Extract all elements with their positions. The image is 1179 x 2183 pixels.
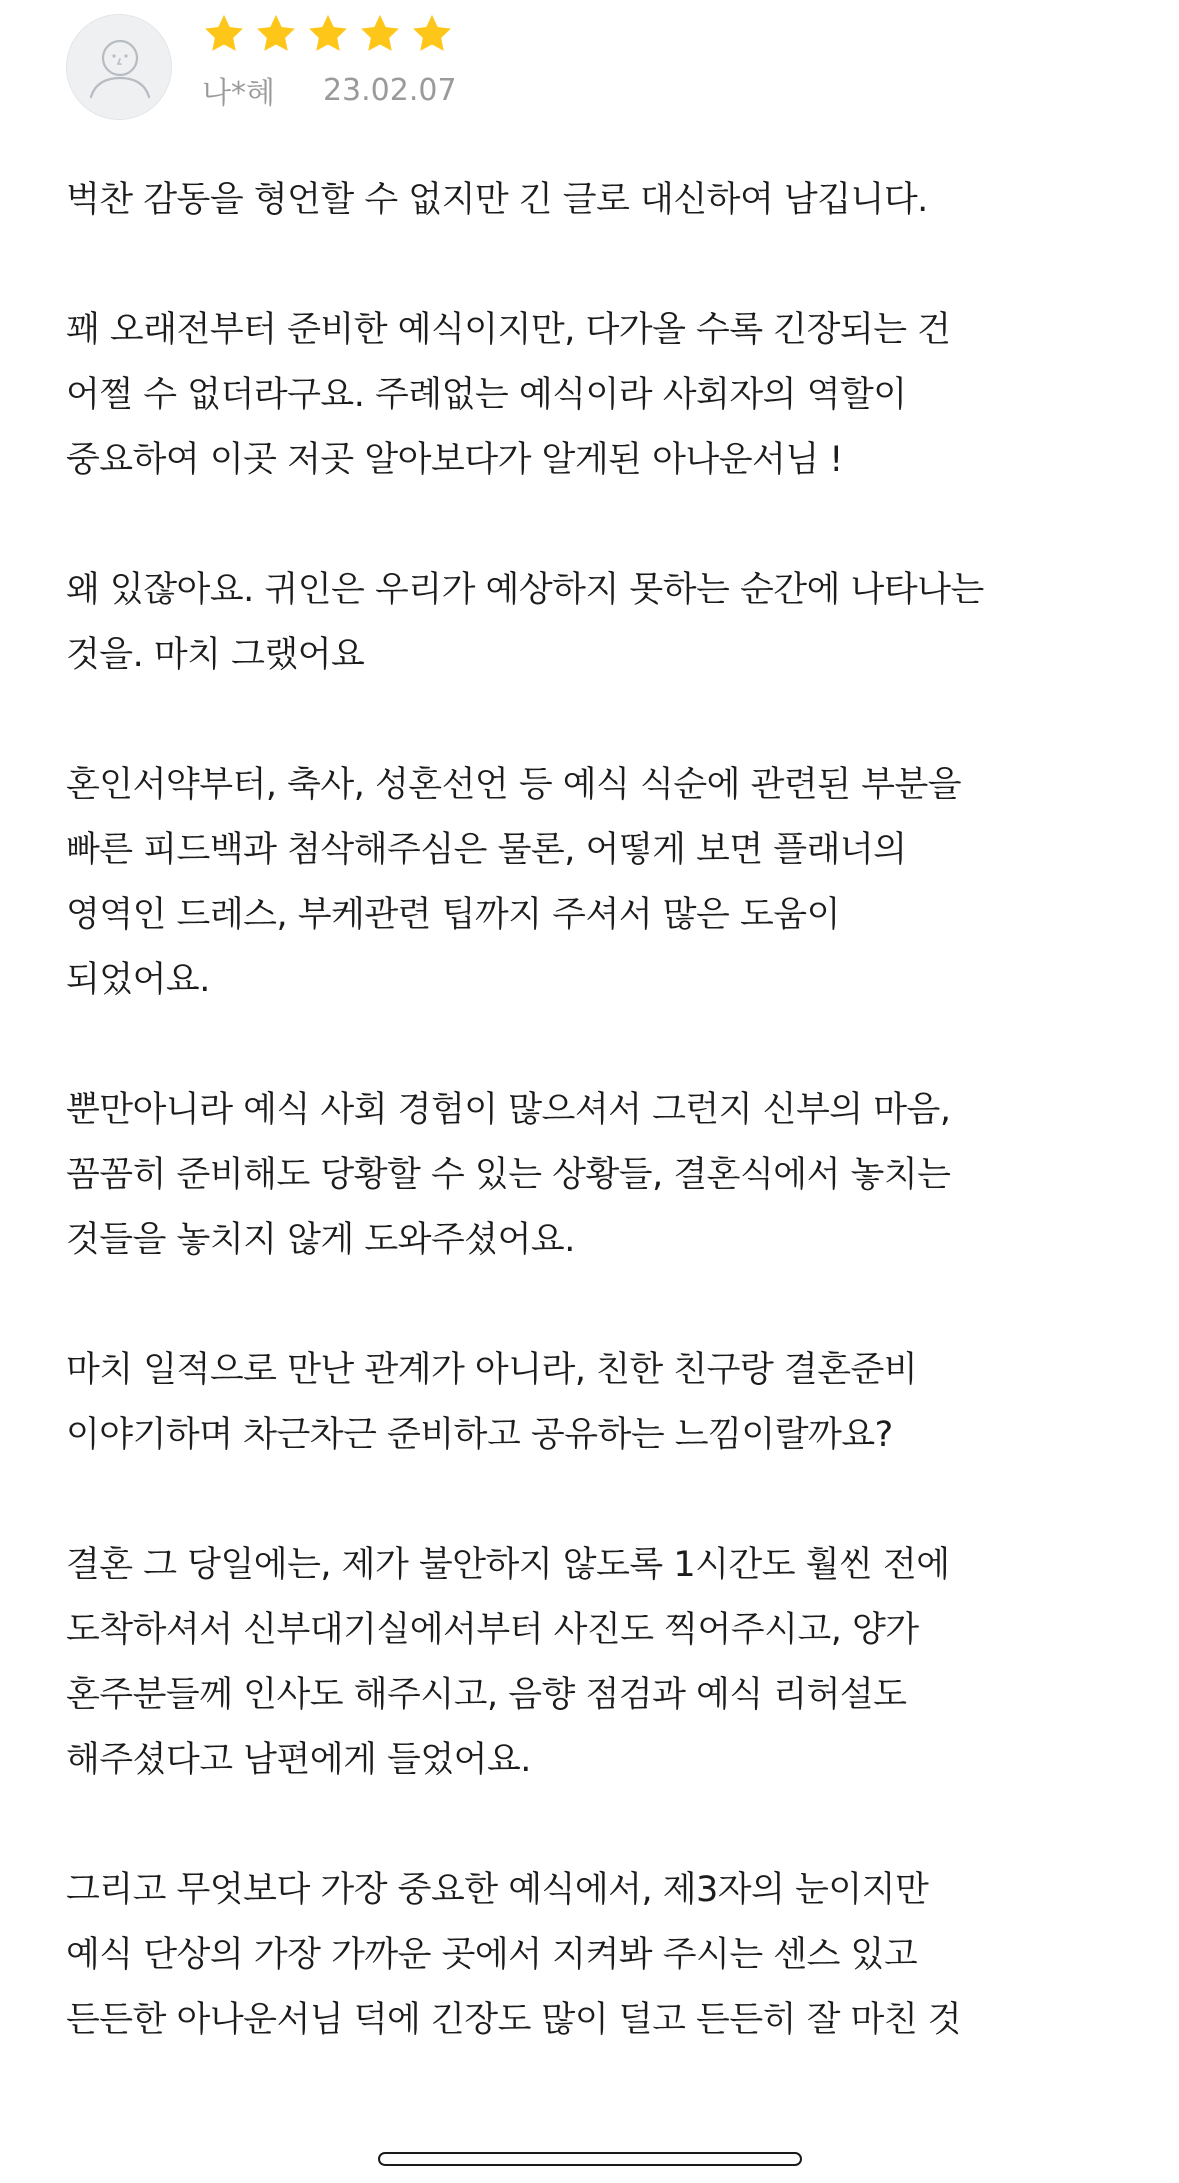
review-text-line: 벅찬 감동을 형언할 수 없지만 긴 글로 대신하여 남깁니다. <box>66 180 928 220</box>
review-text-line: 뿐만아니라 예식 사회 경험이 많으셔서 그런지 신부의 마음, <box>66 1090 951 1130</box>
user-avatar-icon <box>66 14 172 120</box>
review-paragraph <box>66 1858 1126 2053</box>
review-paragraph <box>66 1338 1126 1468</box>
review-paragraph <box>66 1078 1126 1273</box>
star-icon <box>410 12 454 56</box>
review-text-line: 것들을 놓치지 않게 도와주셨어요. <box>66 1220 575 1260</box>
review-paragraph <box>66 1533 1126 1793</box>
review-text-line: 마치 일적으로 만난 관계가 아니라, 친한 친구랑 결혼준비 <box>66 1350 918 1390</box>
review-text-line: 든든한 아나운서님 덕에 긴장도 많이 덜고 든든히 잘 마친 것 <box>66 2000 962 2040</box>
review-text-line: 왜 있잖아요. 귀인은 우리가 예상하지 못하는 순간에 나타나는 <box>66 570 984 610</box>
review-text-line: 이야기하며 차근차근 준비하고 공유하는 느낌이랄까요? <box>66 1415 893 1455</box>
review-text-line: 혼주분들께 인사도 해주시고, 음향 점검과 예식 리허설도 <box>66 1675 907 1715</box>
review-header <box>66 12 1106 122</box>
home-indicator[interactable] <box>378 2152 802 2166</box>
review-paragraph <box>66 558 1126 688</box>
star-rating <box>202 12 454 56</box>
review-text-line: 것을. 마치 그랬어요 <box>66 635 365 675</box>
review-paragraph <box>66 168 1126 233</box>
review-body <box>66 168 1126 2118</box>
review-text-line: 꼼꼼히 준비해도 당황할 수 있는 상황들, 결혼식에서 놓치는 <box>66 1155 951 1195</box>
star-icon <box>202 12 246 56</box>
review-text-line: 되었어요. <box>66 960 210 1000</box>
review-paragraph <box>66 298 1126 493</box>
star-icon <box>254 12 298 56</box>
review-text-line: 빠른 피드백과 첨삭해주심은 물론, 어떻게 보면 플래너의 <box>66 830 907 870</box>
review-text-line: 영역인 드레스, 부케관련 팁까지 주셔서 많은 도움이 <box>66 895 840 935</box>
review-text-line: 도착하셔서 신부대기실에서부터 사진도 찍어주시고, 양가 <box>66 1610 919 1650</box>
review-text-line: 해주셨다고 남편에게 들었어요. <box>66 1740 531 1780</box>
star-icon <box>358 12 402 56</box>
review-date: 23.02.07 <box>322 72 457 108</box>
star-icon <box>306 12 350 56</box>
reviewer-name: 나*혜 <box>202 76 275 111</box>
review-text-line: 그리고 무엇보다 가장 중요한 예식에서, 제3자의 눈이지만 <box>66 1870 929 1910</box>
review-text-line: 결혼 그 당일에는, 제가 불안하지 않도록 1시간도 훨씬 전에 <box>66 1545 950 1585</box>
review-meta <box>202 70 457 110</box>
review-text-line: 혼인서약부터, 축사, 성혼선언 등 예식 식순에 관련된 부분을 <box>66 765 962 805</box>
review-text-line: 어쩔 수 없더라구요. 주례없는 예식이라 사회자의 역할이 <box>66 375 907 415</box>
review-text-line: 꽤 오래전부터 준비한 예식이지만, 다가올 수록 긴장되는 건 <box>66 310 951 350</box>
review-text-line: 중요하여 이곳 저곳 알아보다가 알게된 아나운서님 ! <box>66 440 843 480</box>
review-paragraph <box>66 753 1126 1013</box>
review-text-line: 예식 단상의 가장 가까운 곳에서 지켜봐 주시는 센스 있고 <box>66 1935 918 1975</box>
